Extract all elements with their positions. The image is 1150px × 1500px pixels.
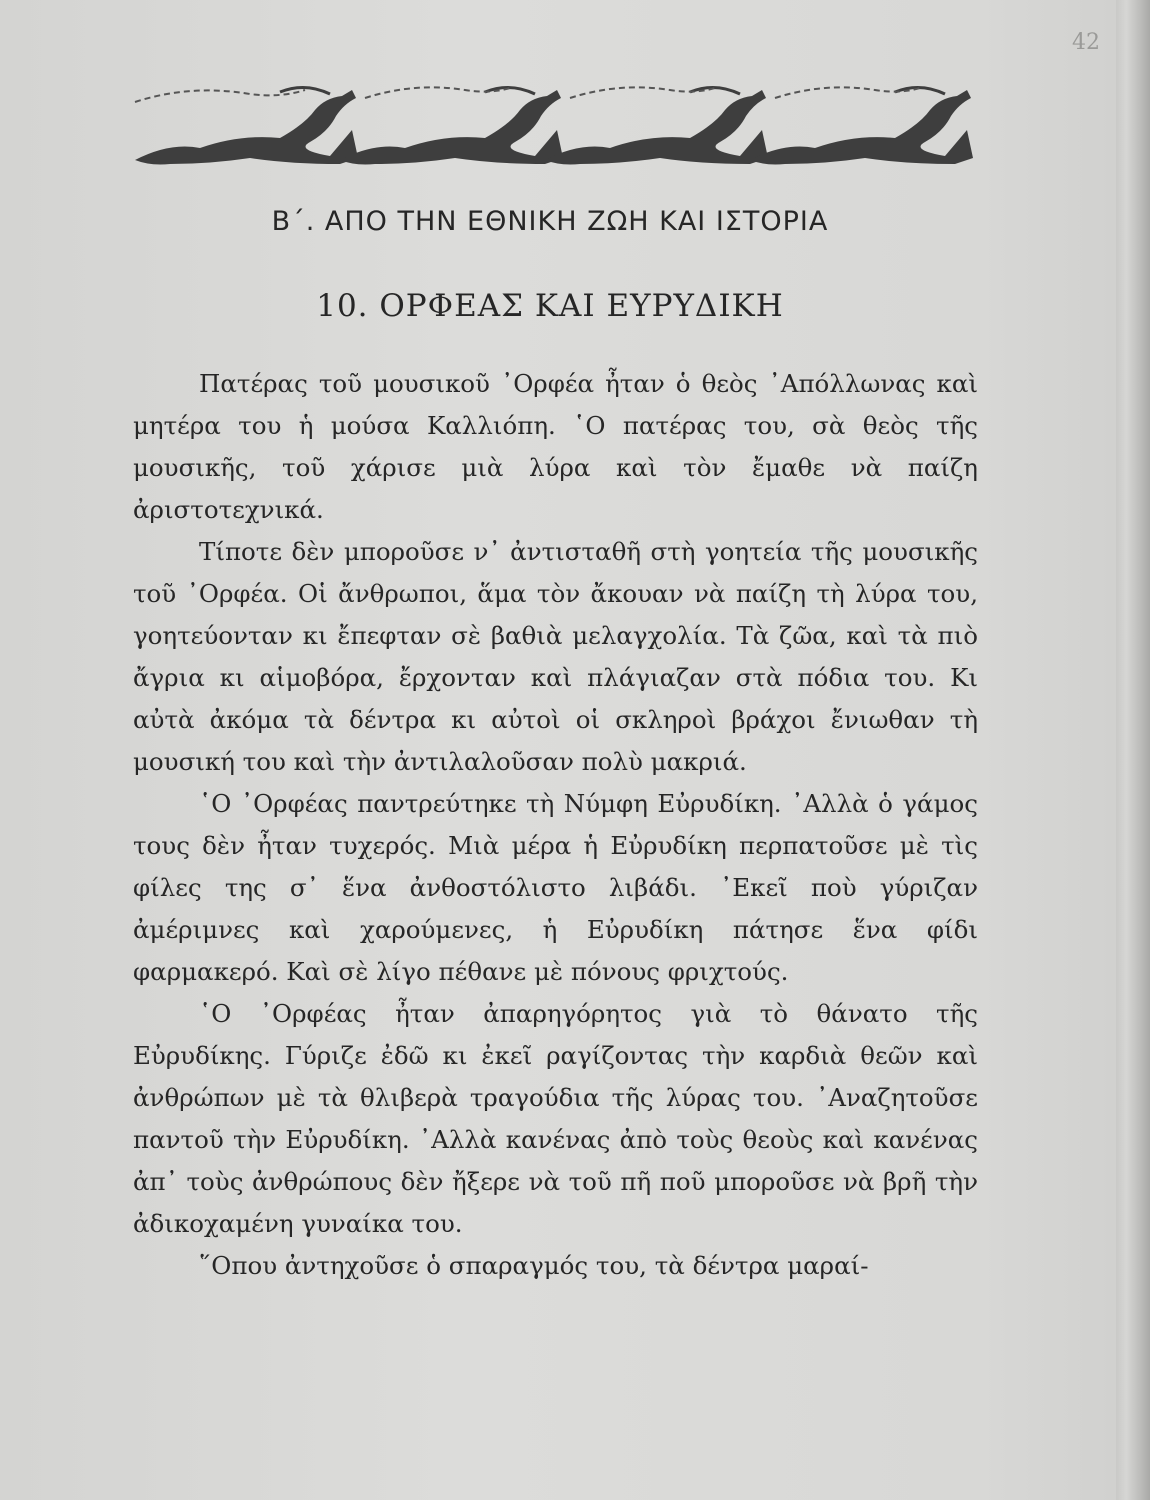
chapter-title: 10. ΟΡΦΕΑΣ ΚΑΙ ΕΥΡΥΔΙΚΗ	[316, 288, 784, 324]
paragraph: ῾Ο ᾿Ορφέας παντρεύτηκε τὴ Νύμφη Εὐρυδίκη. ᾿Αλλὰ ὁ γάμος τους δὲν ἦταν τυχερός. Μιὰ μέρα ἡ Εὐρυδίκη περπατοῦσε μὲ τὶς φίλες της σ᾿ ἕνα ἀνθοστόλιστο λιβάδι. ᾿Εκεῖ ποὺ γύριζαν ἀμέριμνες καὶ χαρούμενες, ἡ Εὐρυδίκη πάτησε ἕνα φίδι φαρμακερό. Καὶ σὲ λίγο πέθανε μὲ πόνους φριχτούς.	[133, 789, 978, 986]
deer-figure-2	[340, 87, 563, 164]
deer-figure-1	[135, 87, 358, 164]
deer-figure-4	[750, 87, 973, 164]
page-number: 42	[1072, 30, 1100, 55]
deer-figure-3	[545, 87, 768, 164]
section-title: Β΄. ΑΠΟ ΤΗΝ ΕΘΝΙΚΗ ΖΩΗ ΚΑΙ ΙΣΤΟΡΙΑ	[271, 206, 829, 237]
paragraph: Τίποτε δὲν μποροῦσε ν᾿ ἀντισταθῆ στὴ γοητεία τῆς μουσικῆς τοῦ ᾿Ορφέα. Οἱ ἄνθρωποι, ἅμα τὸν ἄκουαν νὰ παίζη τὴ λύρα του, γοητεύονταν κι ἔπεφταν σὲ βαθιὰ μελαγχολία. Τὰ ζῶα, καὶ τὰ πιὸ ἄγρια κι αἱμοβόρα, ἔρχονταν καὶ πλάγιαζαν στὰ πόδια του. Κι αὐτὰ ἀκόμα τὰ δέντρα κι αὐτοὶ οἱ σκληροὶ βράχοι ἔνιωθαν τὴ μουσική του καὶ τὴν ἀντιλαλοῦσαν πολὺ μακριά.	[133, 537, 978, 776]
page-edge	[1116, 0, 1150, 1500]
leaping-deer-frieze-ornament	[130, 72, 976, 172]
paragraph: ῾Ο ᾿Ορφέας ἦταν ἀπαρηγόρητος γιὰ τὸ θάνατο τῆς Εὐρυδίκης. Γύριζε ἐδῶ κι ἐκεῖ ραγίζοντας τὴν καρδιὰ θεῶν καὶ ἀνθρώπων μὲ τὰ θλιβερὰ τραγούδια τῆς λύρας του. ᾿Αναζητοῦσε παντοῦ τὴν Εὐρυδίκη. ᾿Αλλὰ κανένας ἀπὸ τοὺς θεοὺς καὶ κανένας ἀπ᾿ τοὺς ἀνθρώπους δὲν ἤξερε νὰ τοῦ πῆ ποῦ μποροῦσε νὰ βρῆ τὴν ἀδικοχαμένη γυναίκα του.	[133, 999, 978, 1238]
chapter-body	[133, 363, 978, 1287]
paragraph: ῞Οπου ἀντηχοῦσε ὁ σπαραγμός του, τὰ δέντρα μαραί-	[199, 1251, 869, 1280]
paragraph: Πατέρας τοῦ μουσικοῦ ᾿Ορφέα ἦταν ὁ θεὸς ᾿Απόλλωνας καὶ μητέρα του ἡ μούσα Καλλιόπη. ῾Ο πατέρας του, σὰ θεὸς τῆς μουσικῆς, τοῦ χάρισε μιὰ λύρα καὶ τὸν ἔμαθε νὰ παίζη ἀριστοτεχνικά.	[133, 369, 978, 524]
